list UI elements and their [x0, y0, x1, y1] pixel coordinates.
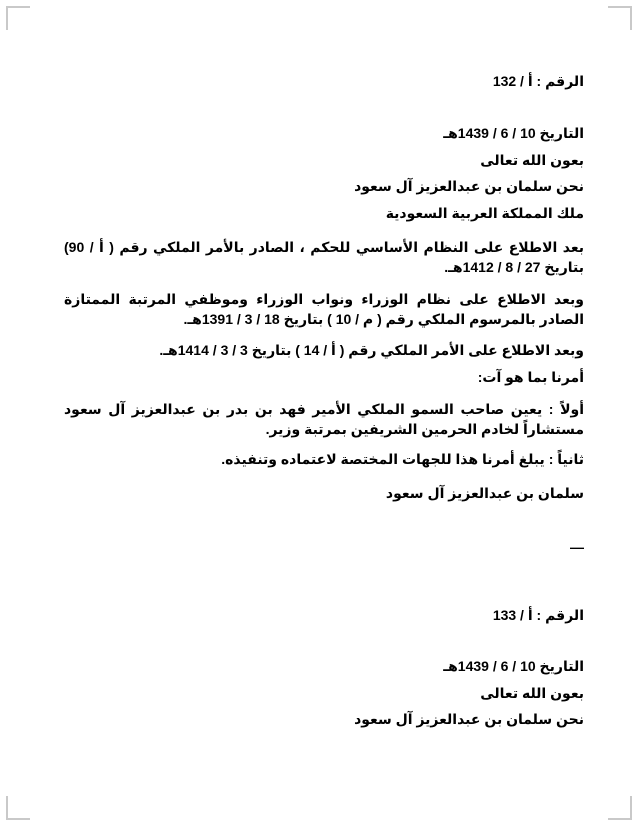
decree2-issuer: نحن سلمان بن عبدالعزيز آل سعود — [354, 711, 584, 727]
decree1-article-2: ثانياً : يبلغ أمرنا هذا للجهات المختصة لاعتماده وتنفيذه. — [221, 451, 584, 467]
decree1-order-intro: أمرنا بما هو آت: — [477, 369, 584, 385]
decree1-signature: سلمان بن عبدالعزيز آل سعود — [385, 485, 584, 501]
decree1-issuer: نحن سلمان بن عبدالعزيز آل سعود — [354, 178, 584, 194]
decree2-date: التاريخ 10 / 6 / 1439هـ — [443, 658, 584, 674]
page-corner-mark-top-left — [6, 6, 30, 30]
decree1-recital-2: وبعد الاطلاع على نظام الوزراء ونواب الوزراء وموظفي المرتبة الممتازة الصادر بالمرسوم الملكي رقم ( م / 10 ) بتاريخ 18 / 3 / 1391هـ. — [64, 291, 584, 327]
decree2-number: الرقم : أ / 133 — [492, 607, 584, 623]
decree1-recital-1: بعد الاطلاع على النظام الأساسي للحكم ، الصادر بالأمر الملكي رقم ( أ / 90) بتاريخ 27 / 8 / 1412هـ. — [64, 239, 584, 275]
decree2-invocation: بعون الله تعالى — [480, 685, 584, 701]
decree1-recital-3: وبعد الاطلاع على الأمر الملكي رقم ( أ / 14 ) بتاريخ 3 / 3 / 1414هـ. — [159, 342, 584, 358]
decree1-date: التاريخ 10 / 6 / 1439هـ — [443, 125, 584, 141]
page-corner-mark-bottom-right — [608, 796, 632, 820]
decree1-title: ملك المملكة العربية السعودية — [385, 205, 584, 221]
decree1-invocation: بعون الله تعالى — [480, 152, 584, 168]
decree1-article-1: أولاً : يعين صاحب السمو الملكي الأمير فهد بن بدر بن عبدالعزيز آل سعود مستشاراً لخادم الحرمين الشريفين بمرتبة وزير. — [64, 401, 585, 437]
decree1-number: الرقم : أ / 132 — [492, 73, 584, 89]
page-corner-mark-bottom-left — [6, 796, 30, 820]
separator-dash: — — [570, 539, 584, 555]
page-corner-mark-top-right — [608, 6, 632, 30]
